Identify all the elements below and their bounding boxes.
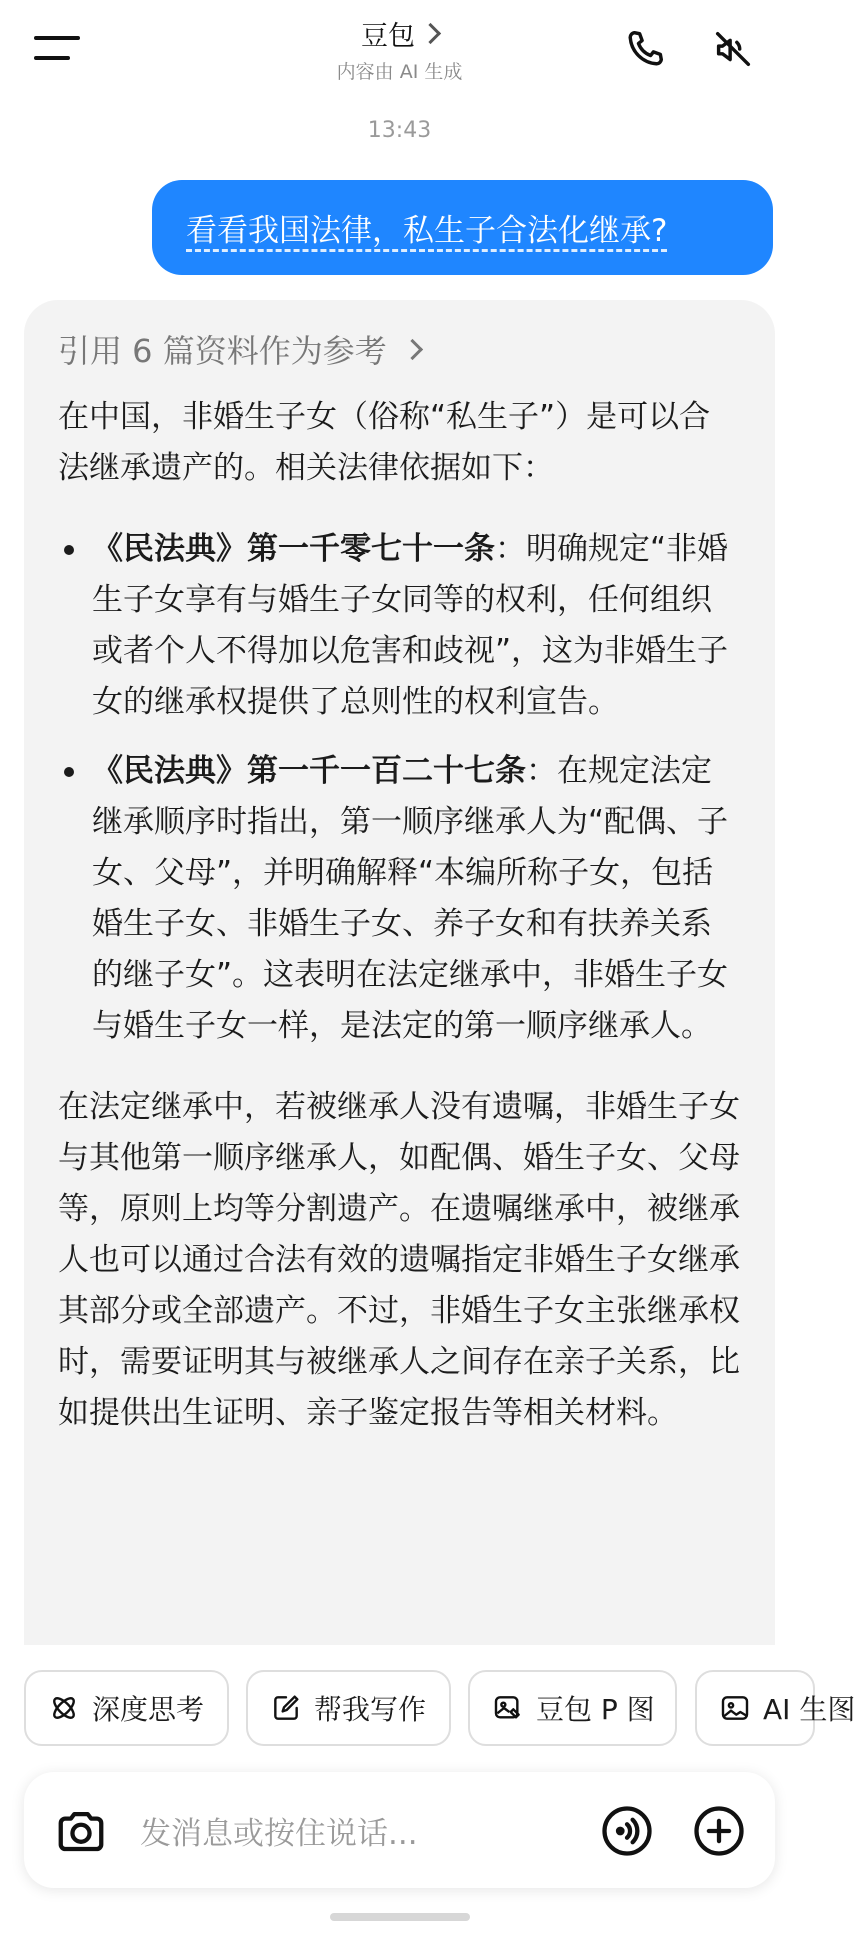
voice-icon[interactable]: [600, 1804, 654, 1858]
chevron-right-icon: [402, 338, 423, 359]
edit-icon: [270, 1692, 302, 1724]
message-input[interactable]: 发消息或按住说话...: [140, 1816, 418, 1852]
image-edit-icon: [492, 1692, 524, 1724]
plus-icon[interactable]: [692, 1804, 746, 1858]
camera-icon[interactable]: [54, 1804, 108, 1858]
chip-label: 豆包 P 图: [536, 1693, 655, 1726]
mute-icon[interactable]: [710, 26, 756, 72]
chip-label: 深度思考: [92, 1693, 205, 1726]
chip-label: 帮我写作: [314, 1693, 427, 1726]
ai-image-chip[interactable]: [695, 1670, 855, 1746]
law-list-item: [58, 746, 741, 1052]
ai-conclusion-paragraph: 在法定继承中，若被继承人没有遗嘱，非婚生子女与其他第一顺序继承人，如配偶、婚生子女、父母等，原则上均等分割遗产。在遗嘱继承中，被继承人也可以通过合法有效的遗嘱指定非婚生子女继承其部分或全部遗产。不过，非婚生子女主张继承权时，需要证明其与被继承人之间存在亲子关系，比如提供出生证明、亲子鉴定报告等相关材料。: [58, 1089, 740, 1431]
bot-name: 豆包: [361, 21, 415, 52]
bot-name-button[interactable]: [361, 14, 438, 53]
image-edit-chip[interactable]: [468, 1670, 677, 1746]
user-message-text: 看看我国法律，私生子合法化继承?: [186, 213, 668, 249]
user-message-bubble[interactable]: [152, 180, 773, 275]
chip-label: AI 生图: [763, 1693, 855, 1726]
ai-disclaimer: 内容由 AI 生成: [336, 61, 463, 83]
phone-icon[interactable]: [622, 26, 668, 72]
title-block: [0, 14, 799, 84]
law-article-title: 《民法典》第一千一百二十七条: [92, 753, 526, 789]
references-link[interactable]: [58, 324, 741, 374]
law-list-item: [58, 524, 741, 728]
image-icon: [719, 1692, 751, 1724]
ai-intro-paragraph: 在中国，非婚生子女（俗称“私生子”）是可以合法继承遗产的。相关法律依据如下：: [58, 399, 711, 486]
message-timestamp: 13:43: [367, 118, 432, 143]
top-bar: [0, 0, 799, 100]
chevron-right-icon: [420, 23, 441, 44]
law-article-title: 《民法典》第一千零七十一条: [92, 531, 495, 567]
deep-think-chip[interactable]: [24, 1670, 229, 1746]
law-article-text: ：明确规定“非婚生子女享有与婚生子女同等的权利，任何组织或者个人不得加以危害和歧视”，这为非婚生子女的继承权提供了总则性的权利宣告。: [92, 531, 729, 720]
writing-chip[interactable]: [246, 1670, 451, 1746]
references-label: 引用 6 篇资料作为参考: [58, 332, 387, 370]
atom-icon: [48, 1692, 80, 1724]
message-composer: [24, 1772, 775, 1888]
home-indicator: [330, 1913, 470, 1921]
law-article-text: ：在规定法定继承顺序时指出，第一顺序继承人为“配偶、子女、父母”，并明确解释“本编所称子女，包括婚生子女、非婚生子女、养子女和有扶养关系的继子女”。这表明在法定继承中，非婚生子女与婚生子女一样，是法定的第一顺序继承人。: [92, 753, 729, 1044]
law-list: [58, 524, 741, 1052]
ai-response-card: [24, 300, 775, 1645]
